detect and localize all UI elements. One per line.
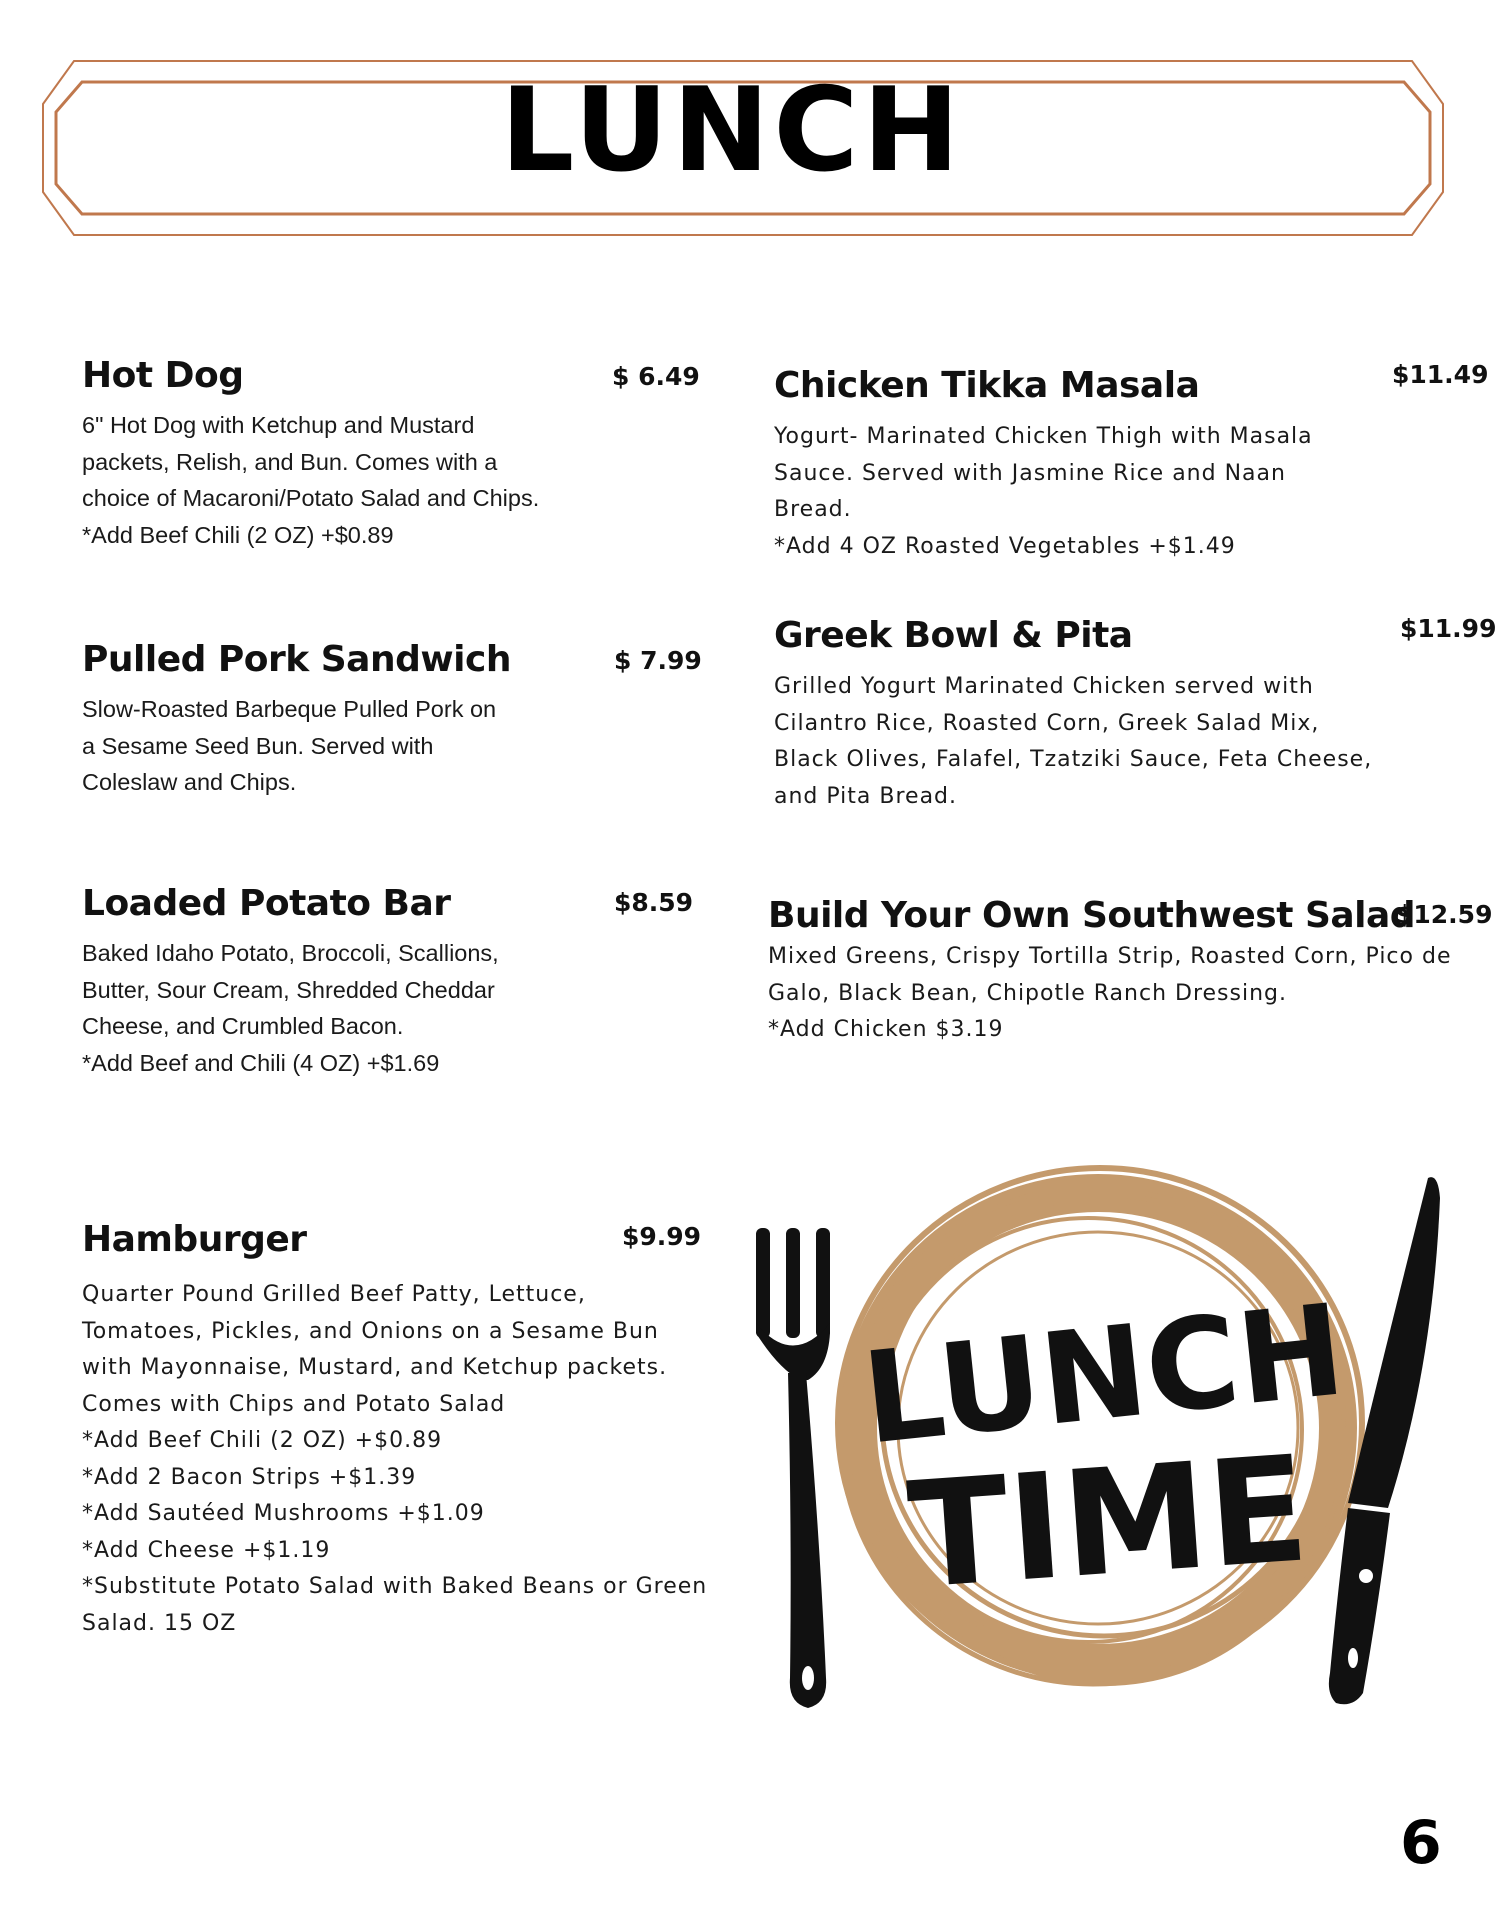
logo-text-time: TIME xyxy=(903,1424,1314,1622)
item-name: Pulled Pork Sandwich xyxy=(82,639,511,680)
item-name: Hot Dog xyxy=(82,355,244,396)
description-line: Bread. xyxy=(774,497,852,523)
description-line: Tomatoes, Pickles, and Onions on a Sesame Bun xyxy=(82,1318,659,1344)
item-price: $11.99 xyxy=(1400,614,1496,643)
item-description xyxy=(82,691,682,801)
description-line: *Add Sautéed Mushrooms +$1.09 xyxy=(82,1501,485,1527)
menu-item-southwest-salad xyxy=(768,894,1493,1049)
description-line: Mixed Greens, Crispy Tortilla Strip, Roasted Corn, Pico de xyxy=(768,944,1452,970)
description-line: Coleslaw and Chips. xyxy=(82,769,297,796)
description-line: *Substitute Potato Salad with Baked Beans or Green xyxy=(82,1574,708,1600)
plate-fork-knife-icon xyxy=(748,1118,1448,1758)
description-line: Butter, Sour Cream, Shredded Cheddar xyxy=(82,976,495,1003)
description-line: and Pita Bread. xyxy=(774,783,958,809)
logo-text-lunch: LUNCH xyxy=(856,1276,1351,1473)
menu-item-hot-dog xyxy=(82,354,700,553)
item-description xyxy=(768,939,1468,1049)
item-name: Build Your Own Southwest Salad xyxy=(768,895,1416,936)
description-line: Cheese, and Crumbled Bacon. xyxy=(82,1013,404,1040)
description-line: Cilantro Rice, Roasted Corn, Greek Salad Mix, xyxy=(774,710,1320,736)
description-line: *Add Chicken $3.19 xyxy=(768,1017,1004,1043)
description-line: Comes with Chips and Potato Salad xyxy=(82,1391,506,1417)
menu-item-hamburger xyxy=(82,1218,708,1642)
menu-item-loaded-potato-bar xyxy=(82,882,694,1081)
lunch-time-logo xyxy=(748,1118,1448,1758)
description-line: Baked Idaho Potato, Broccoli, Scallions, xyxy=(82,940,499,967)
item-name: Hamburger xyxy=(82,1219,307,1260)
description-line: Sauce. Served with Jasmine Rice and Naan xyxy=(774,460,1286,486)
description-line: Quarter Pound Grilled Beef Patty, Lettuce, xyxy=(82,1282,586,1308)
page-title: LUNCH xyxy=(500,63,964,198)
item-price: $8.59 xyxy=(614,888,694,917)
description-line: Galo, Black Bean, Chipotle Ranch Dressing. xyxy=(768,980,1287,1006)
description-line: 6" Hot Dog with Ketchup and Mustard xyxy=(82,412,475,439)
item-description xyxy=(82,1277,708,1642)
description-line: choice of Macaroni/Potato Salad and Chips. xyxy=(82,485,540,512)
item-price: $11.49 xyxy=(1392,360,1489,389)
page-number: 6 xyxy=(1400,1808,1442,1878)
item-name: Chicken Tikka Masala xyxy=(774,365,1200,406)
item-name: Loaded Potato Bar xyxy=(82,883,451,924)
description-line: Slow-Roasted Barbeque Pulled Pork on xyxy=(82,696,497,723)
description-line: Grilled Yogurt Marinated Chicken served with xyxy=(774,674,1314,700)
item-price: $ 7.99 xyxy=(614,646,702,675)
item-price: $12.59 xyxy=(1396,900,1493,929)
item-description xyxy=(82,935,682,1081)
description-line: *Add Beef Chili (2 OZ) +$0.89 xyxy=(82,521,394,548)
description-line: with Mayonnaise, Mustard, and Ketchup packets. xyxy=(82,1355,668,1381)
description-line: *Add 4 OZ Roasted Vegetables +$1.49 xyxy=(774,533,1236,559)
item-name: Greek Bowl & Pita xyxy=(774,615,1133,656)
description-line: *Add Beef and Chili (4 OZ) +$1.69 xyxy=(82,1049,440,1076)
item-price: $ 6.49 xyxy=(612,362,700,391)
fork-icon xyxy=(756,1228,830,1708)
item-description xyxy=(82,407,682,553)
menu-item-greek-bowl-pita xyxy=(774,614,1496,815)
item-description xyxy=(774,669,1464,815)
description-line: a Sesame Seed Bun. Served with xyxy=(82,732,434,759)
description-line: Black Olives, Falafel, Tzatziki Sauce, Feta Cheese, xyxy=(774,747,1373,773)
description-line: Yogurt- Marinated Chicken Thigh with Masala xyxy=(774,424,1313,450)
description-line: packets, Relish, and Bun. Comes with a xyxy=(82,448,498,475)
menu-item-pulled-pork-sandwich xyxy=(82,638,702,801)
item-price: $9.99 xyxy=(622,1222,702,1251)
description-line: *Add 2 Bacon Strips +$1.39 xyxy=(82,1464,417,1490)
description-line: *Add Beef Chili (2 OZ) +$0.89 xyxy=(82,1428,443,1454)
menu-item-chicken-tikka-masala xyxy=(774,360,1489,565)
item-description xyxy=(774,419,1464,565)
description-line: *Add Cheese +$1.19 xyxy=(82,1537,331,1563)
description-line: Salad. 15 OZ xyxy=(82,1610,237,1636)
